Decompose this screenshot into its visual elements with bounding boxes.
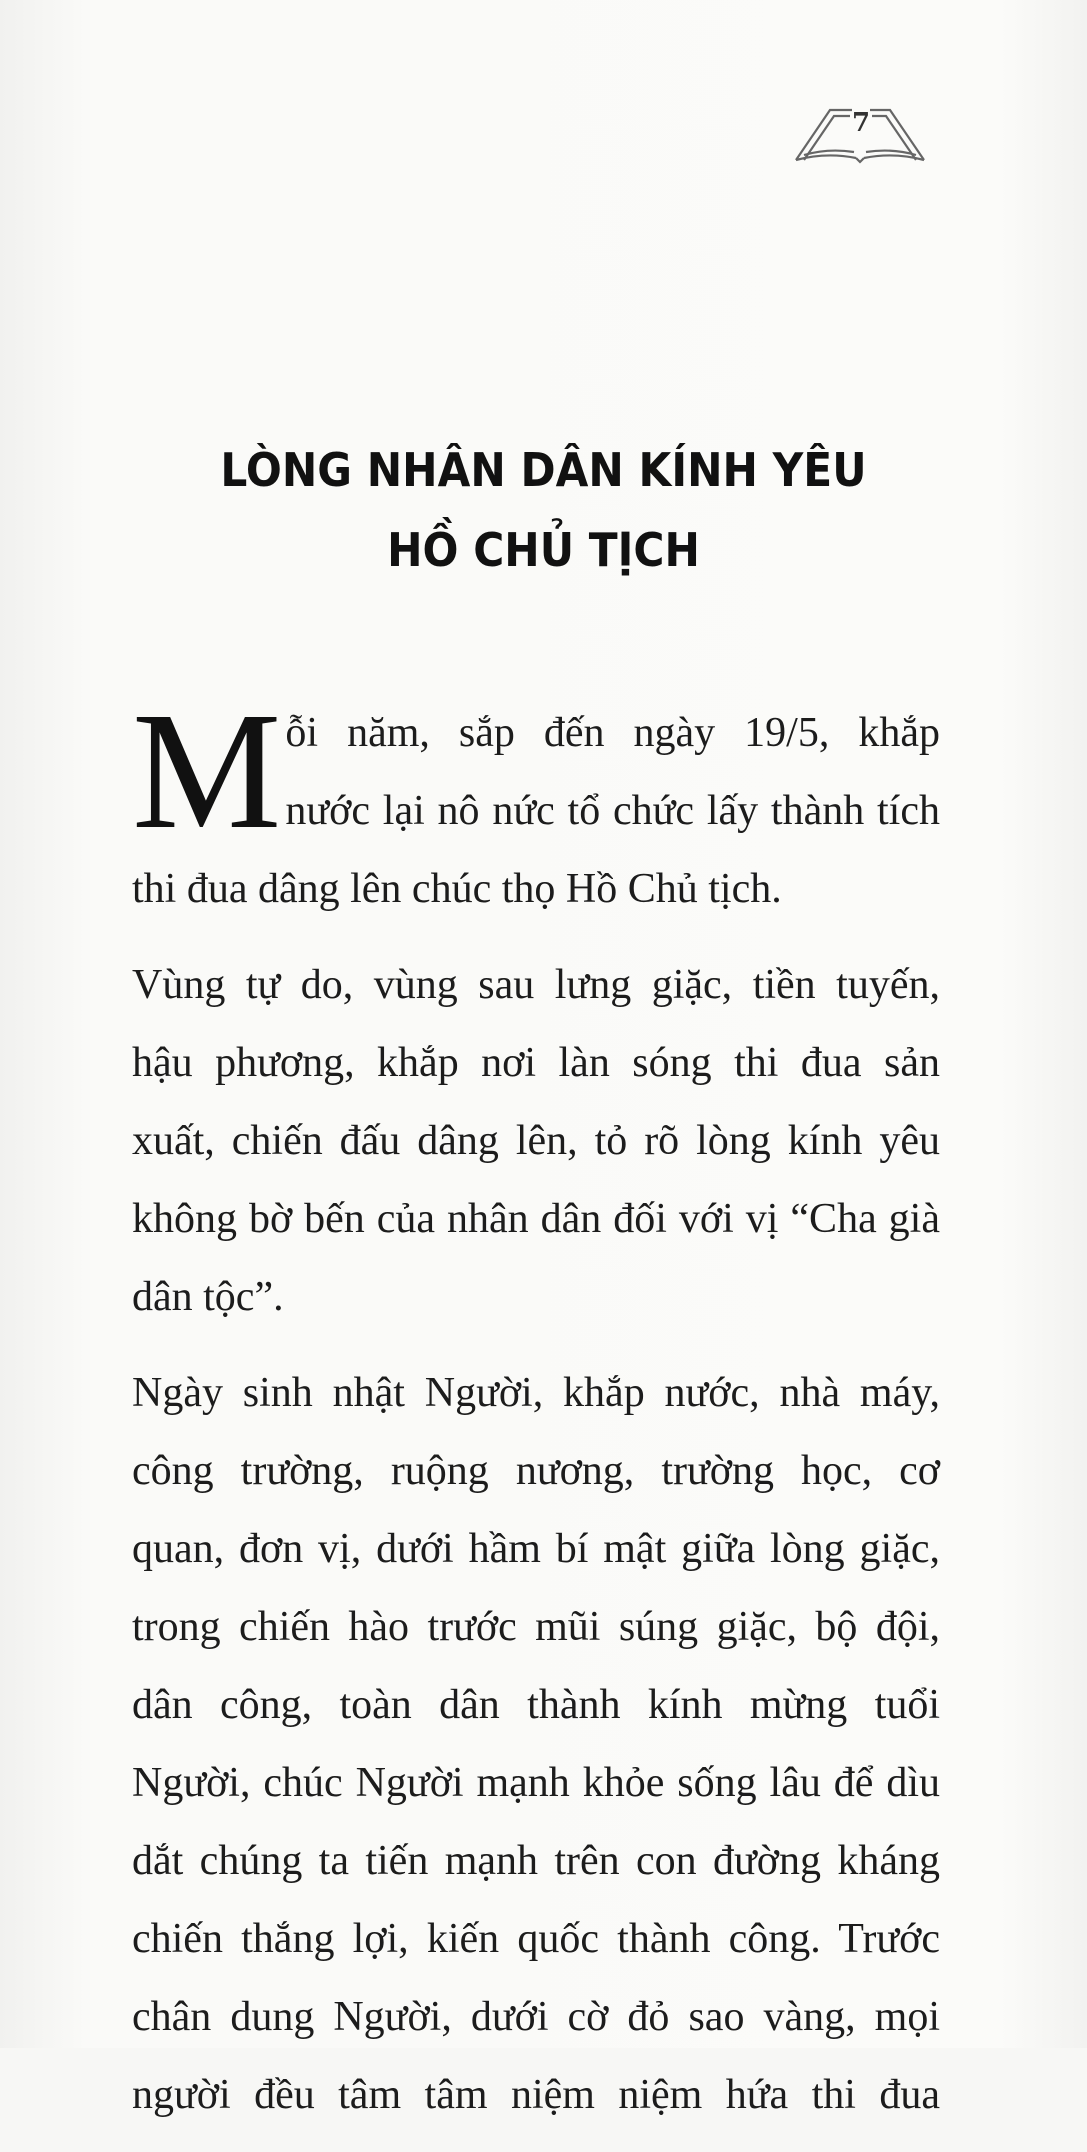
page-number: 7 — [851, 108, 871, 138]
text-line: chiến thắng lợi, kiến quốc thành công. Trước — [132, 1916, 940, 1962]
text-line: Ngày sinh nhật Người, khắp nước, nhà máy, — [132, 1370, 940, 1416]
text-line: nước lại nô nức tổ chức lấy thành tích — [285, 788, 940, 834]
text-line: hậu phương, khắp nơi làn sóng thi đua sản — [132, 1040, 940, 1086]
paragraph-2 — [132, 946, 940, 1336]
text-line: quan, đơn vị, dưới hầm bí mật giữa lòng giặc, — [132, 1526, 940, 1572]
text-line: công trường, ruộng nương, trường học, cơ — [132, 1448, 940, 1494]
text-line: dắt chúng ta tiến mạnh trên con đường kháng — [132, 1838, 940, 1884]
paragraph-1 — [132, 678, 940, 928]
text-line: không bờ bến của nhân dân đối với vị “Cha già — [132, 1196, 940, 1242]
text-line: Người, chúc Người mạnh khỏe sống lâu để dìu — [132, 1760, 940, 1806]
text-line: xuất, chiến đấu dâng lên, tỏ rõ lòng kính yêu — [132, 1118, 940, 1164]
chapter-title-line-2: HỒ CHỦ TỊCH — [387, 523, 700, 577]
text-line: Vùng tự do, vùng sau lưng giặc, tiền tuyến, — [132, 962, 940, 1008]
text-line: trong chiến hào trước mũi súng giặc, bộ đội, — [132, 1604, 940, 1650]
text-line: dân công, toàn dân thành kính mừng tuổi — [132, 1682, 940, 1728]
text-line: ỗi năm, sắp đến ngày 19/5, khắp — [285, 710, 940, 756]
drop-cap: M — [132, 678, 282, 864]
text-line: thi đua dâng lên chúc thọ Hồ Chủ tịch. — [132, 866, 782, 912]
paragraph-3 — [132, 1354, 940, 2134]
chapter-title-line-1: LÒNG NHÂN DÂN KÍNH YÊU — [220, 443, 867, 497]
text-line: người đều tâm tâm niệm niệm hứa thi đua — [132, 2072, 940, 2118]
text-line: chân dung Người, dưới cờ đỏ sao vàng, mọi — [132, 1994, 940, 2040]
text-line: dân tộc”. — [132, 1274, 284, 1320]
body-text — [132, 678, 940, 2152]
chapter-title — [43, 430, 1043, 590]
